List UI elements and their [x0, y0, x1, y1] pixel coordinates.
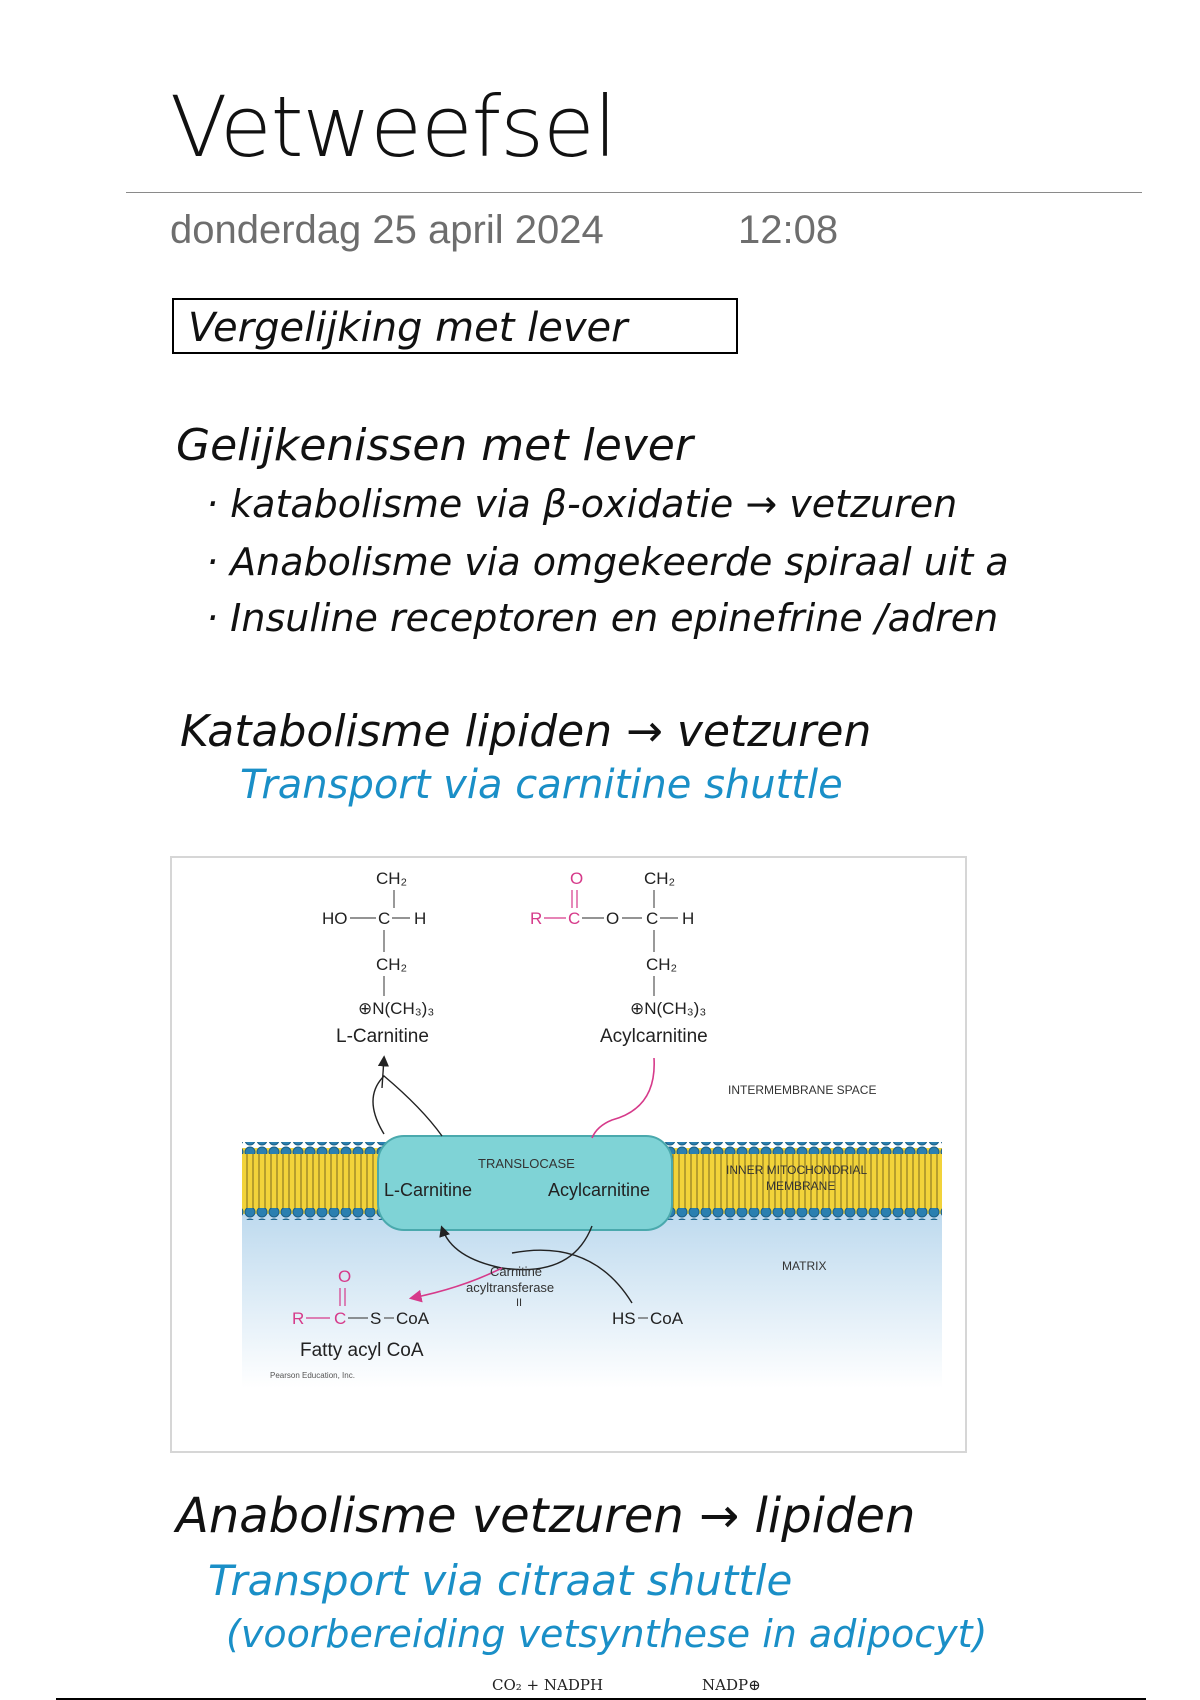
- figure-credit: Pearson Education, Inc.: [270, 1371, 355, 1380]
- similarities-heading: Gelijkenissen met lever: [176, 420, 693, 471]
- acyl-o-link: O: [606, 909, 620, 928]
- carnitine-c: C: [378, 909, 391, 928]
- hs-coa-label-2: CoA: [650, 1309, 684, 1328]
- catabolism-heading: Katabolisme lipiden → vetzuren: [180, 706, 872, 757]
- carnitine-shuttle-diagram: [172, 858, 969, 1455]
- carnitine-h: H: [414, 909, 427, 928]
- similarity-item-1: · katabolisme via β-oxidatie → vetzuren: [206, 482, 958, 526]
- facoa-c: C: [334, 1309, 347, 1328]
- footer-formula-right: NADP⊕: [702, 1676, 761, 1694]
- acylcarnitine-in-arrow: [592, 1058, 654, 1138]
- page-time: 12:08: [738, 208, 839, 252]
- hs-coa-label: HS: [612, 1309, 636, 1328]
- acyl-c2: C: [646, 909, 659, 928]
- facoa-o: O: [338, 1267, 352, 1286]
- translocase-right: Acylcarnitine: [548, 1180, 651, 1200]
- similarity-item-2: · Anabolisme via omgekeerde spiraal uit a: [206, 540, 1009, 584]
- acyl-o: O: [570, 869, 584, 888]
- acyl-c: C: [568, 909, 581, 928]
- carnitine-out-arrow: [373, 1076, 442, 1136]
- matrix-label: MATRIX: [782, 1259, 827, 1273]
- boxed-heading: Vergelijking met lever: [172, 298, 738, 354]
- acyl-h: H: [682, 909, 695, 928]
- acyl-r: R: [530, 909, 543, 928]
- facoa-s: S: [370, 1309, 382, 1328]
- carnitine-ch2-bottom: CH₂: [376, 955, 408, 974]
- translocase-left: L-Carnitine: [384, 1180, 473, 1200]
- facoa-coa: CoA: [396, 1309, 430, 1328]
- enzyme-line-1: Carnitine: [490, 1264, 543, 1279]
- footer-formula-left: CO₂ + NADPH: [492, 1676, 604, 1694]
- anabolism-note: (voorbereiding vetsynthese in adipocyt): [226, 1612, 988, 1656]
- carnitine-arrow-head: [382, 1058, 384, 1088]
- acyl-ch2-top: CH₂: [644, 869, 676, 888]
- title-divider: [126, 192, 1142, 193]
- anabolism-heading: Anabolisme vetzuren → lipiden: [176, 1488, 916, 1544]
- intermembrane-label: INTERMEMBRANE SPACE: [728, 1083, 877, 1097]
- carnitine-shuttle-figure: [170, 856, 967, 1453]
- similarity-item-3: · Insuline receptoren en epinefrine /adren: [206, 596, 999, 640]
- page-date: donderdag 25 april 2024: [170, 208, 604, 252]
- membrane-label-2: MEMBRANE: [766, 1179, 836, 1193]
- acyl-ch2-bottom: CH₂: [646, 955, 678, 974]
- facoa-r: R: [292, 1309, 305, 1328]
- membrane-label-1: INNER MITOCHONDRIAL: [726, 1163, 868, 1177]
- catabolism-transport: Transport via carnitine shuttle: [240, 762, 843, 808]
- acyl-amine: ⊕N(CH₃)₃: [630, 999, 707, 1018]
- enzyme-line-2: acyltransferase: [466, 1280, 555, 1295]
- matrix-region: [242, 1208, 942, 1388]
- enzyme-line-3: II: [516, 1297, 523, 1309]
- translocase-title: TRANSLOCASE: [478, 1156, 575, 1171]
- carnitine-ch2-top: CH₂: [376, 869, 408, 888]
- facoa-label: Fatty acyl CoA: [300, 1340, 424, 1361]
- carnitine-label: L-Carnitine: [336, 1026, 429, 1047]
- carnitine-amine: ⊕N(CH₃)₃: [358, 999, 435, 1018]
- page-title: Vetweefsel: [170, 78, 616, 176]
- acyl-label: Acylcarnitine: [600, 1026, 708, 1047]
- anabolism-transport: Transport via citraat shuttle: [208, 1556, 793, 1605]
- carnitine-ho: HO: [322, 909, 348, 928]
